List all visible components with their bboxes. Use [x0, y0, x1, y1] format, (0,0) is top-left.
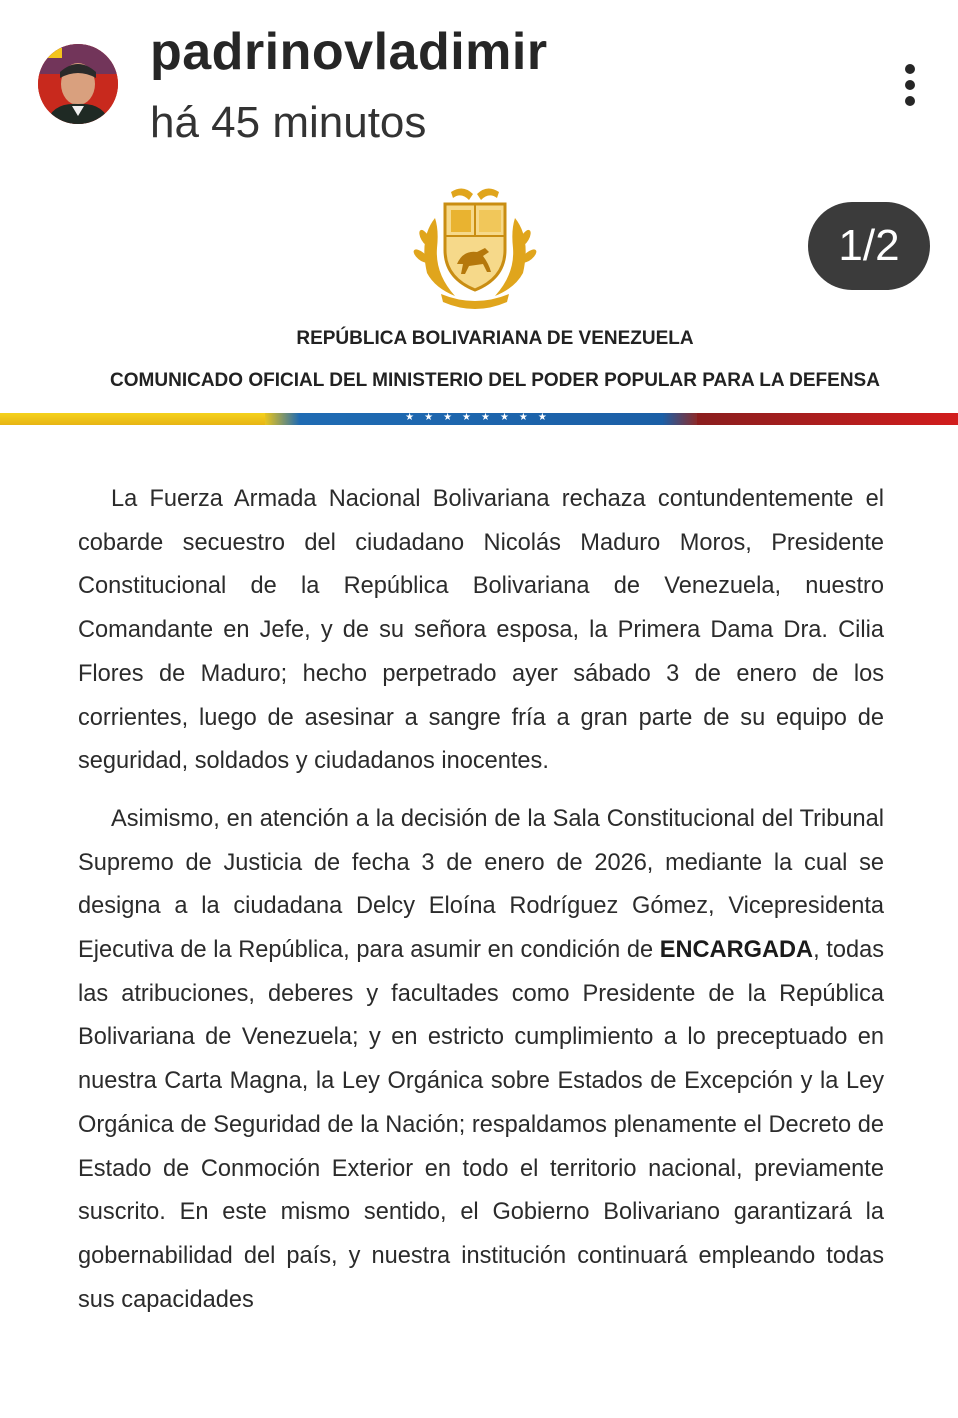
- document-title-republic: REPÚBLICA BOLIVARIANA DE VENEZUELA: [296, 328, 694, 349]
- paragraph-2: [78, 798, 884, 1322]
- flag-stars-icon: ★★★★★★★★: [405, 412, 557, 423]
- flag-red-stripe: [697, 413, 958, 425]
- more-dot-icon: [905, 96, 915, 106]
- more-dot-icon: [905, 64, 915, 74]
- document-title-communique: COMUNICADO OFICIAL DEL MINISTERIO DEL PODER POPULAR PARA LA DEFENSA: [110, 370, 880, 391]
- post-timestamp: há 45 minutos: [150, 98, 427, 147]
- coat-of-arms-icon: [405, 178, 545, 318]
- avatar[interactable]: [38, 44, 118, 124]
- paragraph-1: La Fuerza Armada Nacional Bolivariana rechaza contundentemente el cobarde secuestro del ciudadano Nicolás Maduro Moros, Presidente Constitucional de la República Bolivariana de Venezuela, nuestro Comandante en Jefe, y de su señora esposa, la Primera Dama Dra. Cilia Flores de Maduro; hecho perpetrado ayer sábado 3 de enero de los corrientes, luego de asesinar a sangre fría a gran parte de su equipo de seguridad, soldados y ciudadanos inocentes.: [78, 486, 884, 775]
- username[interactable]: padrinovladimir: [150, 23, 548, 81]
- communique-body: [78, 478, 884, 1322]
- paragraph-2-text-start: Asimismo, en atención a la decisión de la Sala Constitucional del Tribunal Supremo de Justicia de fecha 3 de enero de 2026, mediante la cual se designa a la ciudadana Delcy Eloína Rodríguez Gómez, Vicepresidenta Ejecutiva de la República, para asumir en condición de: [78, 805, 884, 964]
- flag-yellow-stripe: [0, 413, 265, 425]
- post-header: [0, 0, 958, 165]
- paragraph-2-bold-term: ENCARGADA: [659, 937, 814, 964]
- carousel-page-indicator: 1/2: [808, 202, 930, 290]
- flag-stripe: [0, 413, 958, 425]
- paragraph-2-text-end: , todas las atribuciones, deberes y facultades como Presidente de la República Bolivariana de Venezuela; y en estricto cumplimiento a lo preceptuado en nuestra Carta Magna, la Ley Orgánica sobre Estados de Excepción y la Ley Orgánica de Seguridad de la Nación; respaldamos plenamente el Decreto de Estado de Conmoción Exterior en todo el territorio nacional, previamente suscrito. En este mismo sentido, el Gobierno Bolivariano garantizará la gobernabilidad del país, y nuestra institución continuará empleando todas sus capacidades: [78, 937, 885, 1313]
- more-options-button[interactable]: [892, 60, 928, 110]
- profile-photo: [38, 44, 118, 124]
- more-dot-icon: [905, 80, 915, 90]
- flag-blue-stripe: [265, 413, 697, 425]
